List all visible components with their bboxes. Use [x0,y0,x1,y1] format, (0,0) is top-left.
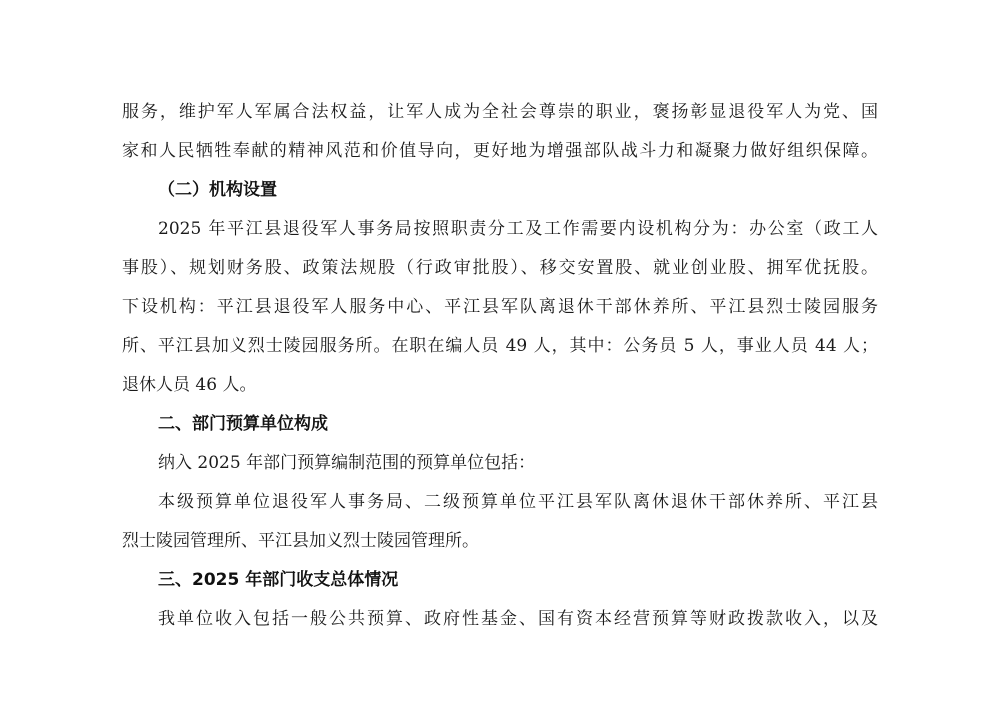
paragraph-line: 我单位收入包括一般公共预算、政府性基金、国有资本经营预算等财政拨款收入，以及 [158,609,878,629]
paragraph-line: 本级预算单位退役军人事务局、二级预算单位平江县军队离休退休干部休养所、平江县 [158,492,878,512]
section-heading: （二）机构设置 [158,180,277,200]
paragraph-line: 退休人员 46 人。 [122,375,257,395]
paragraph-line: 所、平江县加义烈士陵园服务所。在职在编人员 49 人，其中：公务员 5 人，事业人员 44 人； [122,336,878,356]
section-heading: 二、部门预算单位构成 [158,414,328,434]
paragraph-line: 事股）、规划财务股、政策法规股（行政审批股）、移交安置股、就业创业股、拥军优抚股。 [122,258,878,278]
paragraph-line: 下设机构：平江县退役军人服务中心、平江县军队离退休干部休养所、平江县烈士陵园服务 [122,297,878,317]
paragraph-line: 家和人民牺牲奉献的精神风范和价值导向，更好地为增强部队战斗力和凝聚力做好组织保障。 [122,141,878,161]
paragraph-line: 烈士陵园管理所、平江县加义烈士陵园管理所。 [122,531,479,551]
paragraph-line: 服务，维护军人军属合法权益，让军人成为全社会尊崇的职业，褒扬彰显退役军人为党、国 [122,102,878,122]
section-heading: 三、2025 年部门收支总体情况 [158,570,399,590]
paragraph-line: 2025 年平江县退役军人事务局按照职责分工及工作需要内设机构分为：办公室（政工人 [158,219,878,239]
paragraph-line: 纳入 2025 年部门预算编制范围的预算单位包括： [158,453,536,473]
